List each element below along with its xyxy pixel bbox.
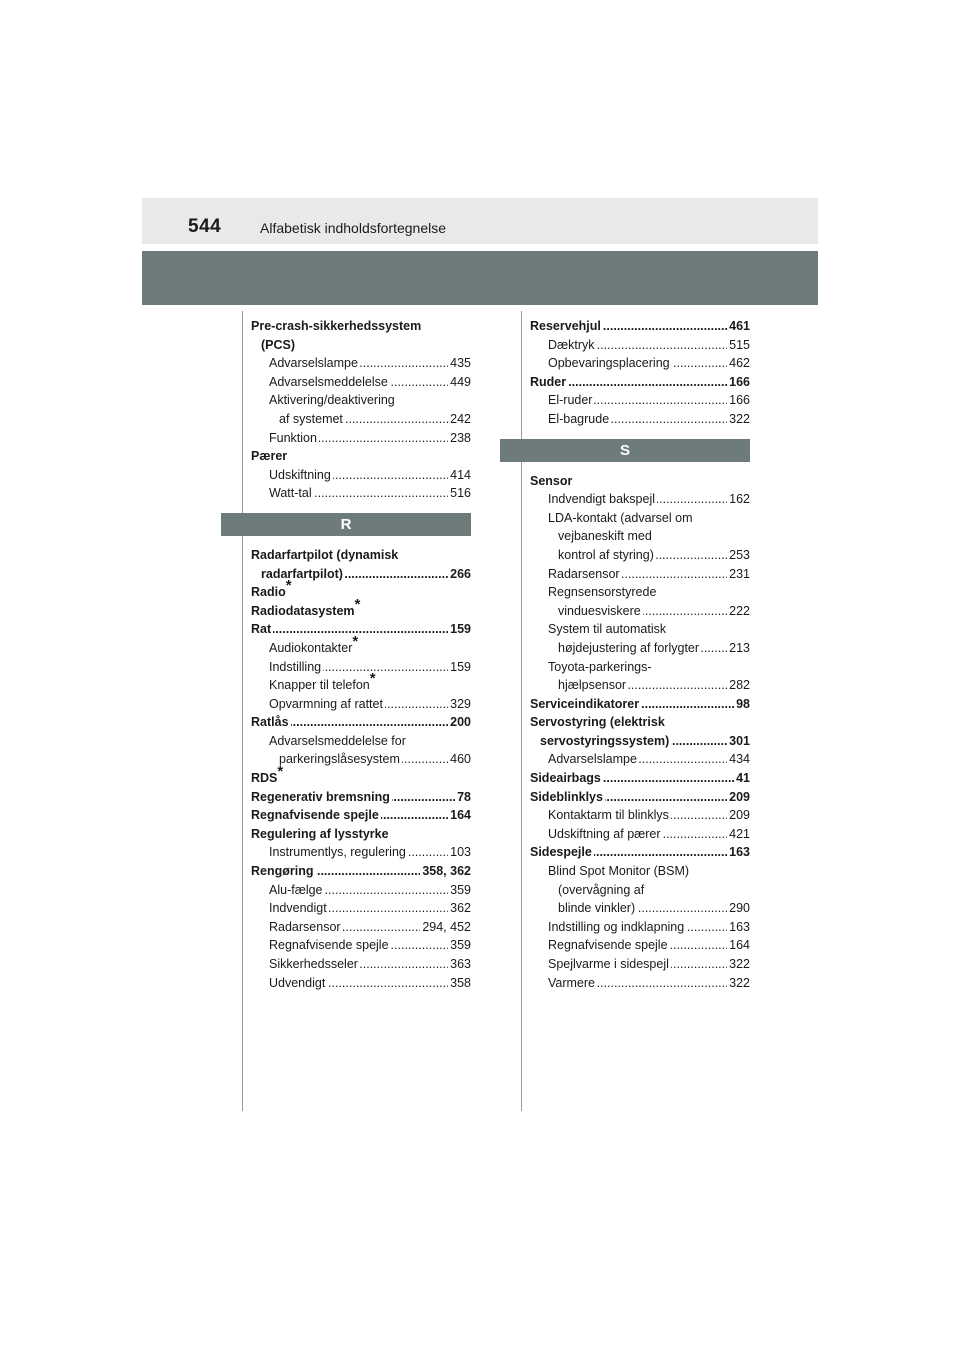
index-entry-page: 322 [727, 955, 750, 974]
index-entry-label: Dæktryk [548, 337, 595, 352]
index-entry [530, 639, 750, 658]
index-entry-label: Knapper til telefon* [269, 670, 376, 693]
index-entry-label: Audiokontakter* [269, 632, 359, 655]
index-entry [530, 565, 750, 584]
index-entry-label: LDA-kontakt (advarsel om [548, 510, 693, 525]
index-entry [251, 466, 471, 485]
index-entry-page: 78 [455, 788, 471, 807]
left-column-rule [242, 311, 243, 1111]
index-entry-page: 322 [727, 410, 750, 429]
index-entry-page: 103 [448, 843, 471, 862]
index-entry-page: 282 [727, 676, 750, 695]
section-letter-r: R [221, 513, 471, 536]
index-entry-label: Spejlvarme i sidespejl [548, 957, 669, 971]
index-entry-page: 363 [448, 955, 471, 974]
index-entry-label: Blind Spot Monitor (BSM) [548, 864, 690, 879]
index-entry-label: Udskiftning [269, 467, 331, 482]
index-entry [251, 670, 471, 695]
index-entry [530, 527, 750, 546]
index-entry [251, 825, 471, 844]
index-entry [530, 974, 750, 993]
left-r-entries [251, 546, 471, 992]
index-entry-label: Regnafvisende spejle [269, 938, 389, 953]
index-entry [530, 354, 750, 373]
index-entry-page: 515 [727, 336, 750, 355]
index-entry-page: 166 [727, 391, 750, 410]
index-entry [530, 658, 750, 677]
index-entry [251, 713, 471, 732]
index-entry [251, 577, 471, 602]
index-entry [251, 936, 471, 955]
index-entry-label: Indstilling og indklapning [548, 919, 685, 934]
index-entry-page: 162 [727, 490, 750, 509]
index-entry [251, 763, 471, 788]
index-entry [251, 354, 471, 373]
index-entry-page: 460 [448, 750, 471, 769]
index-entry-label: Indstilling [269, 659, 322, 674]
index-entry [530, 843, 750, 862]
index-entry [530, 373, 750, 392]
index-entry [530, 881, 750, 900]
index-entry-page: 222 [727, 602, 750, 621]
index-entry-label: Opbevaringsplacering [548, 356, 670, 371]
index-entry-page: 163 [727, 918, 750, 937]
index-entry-label: Rat [251, 622, 272, 637]
index-entry-label: Sidespejle [530, 845, 592, 860]
index-entry [251, 595, 471, 621]
right-r-entries [530, 317, 750, 429]
index-entry-page: 209 [727, 806, 750, 825]
index-entry [251, 732, 471, 751]
index-entry-label: Pærer [251, 449, 288, 464]
index-entry-page: 359 [448, 936, 471, 955]
index-entry-page: 163 [727, 843, 750, 862]
index-entry [530, 918, 750, 937]
index-entry-label: af systemet [279, 411, 343, 426]
index-entry-label: blinde vinkler) [558, 901, 636, 916]
index-entry-label: Varmere [548, 975, 596, 990]
index-entry [251, 974, 471, 993]
index-entry-label: (overvågning af [558, 882, 645, 897]
index-entry [251, 918, 471, 937]
index-entry [530, 732, 750, 751]
index-entry [251, 750, 471, 769]
index-entry-page: 329 [448, 695, 471, 714]
index-entry [251, 546, 471, 565]
index-entry-label: El-ruder [548, 393, 593, 408]
index-entry [251, 955, 471, 974]
index-entry-label: servostyringssystem) [540, 733, 670, 748]
index-entry-label: Udskiftning af pærer [548, 826, 661, 841]
index-entry [251, 565, 471, 584]
index-entry-label: Advarselslampe [269, 356, 358, 371]
index-entry-page: 449 [448, 373, 471, 392]
index-entry [251, 336, 471, 355]
index-entry-label: højdejustering af forlygter [558, 640, 700, 655]
header-band [142, 251, 818, 305]
asterisk-icon: * [369, 670, 376, 688]
index-entry-label: Radarfartpilot (dynamisk [251, 547, 399, 562]
index-entry [251, 317, 471, 336]
index-entry [530, 769, 750, 788]
index-entry-page: 434 [727, 750, 750, 769]
index-entry [530, 695, 750, 714]
index-entry-page: 242 [448, 410, 471, 429]
index-entry-label: Radarsensor [269, 919, 341, 934]
index-entry-label: Indvendigt bakspejl [548, 492, 656, 507]
index-entry-label: Sikkerhedsseler [269, 957, 358, 971]
index-entry-page: 414 [448, 466, 471, 485]
right-s-entries [530, 472, 750, 993]
index-entry-label: Indvendigt [269, 901, 327, 916]
index-entry-label: Udvendigt [269, 975, 326, 990]
index-entry-label: Regnsensorstyrede [548, 585, 657, 600]
index-entry-label: Sideblinklys [530, 789, 603, 804]
page-number: 544 [188, 216, 222, 237]
index-entry-label: kontrol af styring) [558, 547, 654, 562]
left-column [251, 317, 471, 992]
index-entry [530, 936, 750, 955]
index-entry [251, 843, 471, 862]
index-entry-page: 200 [448, 713, 471, 732]
index-entry [530, 391, 750, 410]
index-entry [251, 862, 471, 881]
index-entry [251, 695, 471, 714]
index-entry-label: Aktivering/deaktivering [269, 393, 395, 408]
index-entry-page: 301 [727, 732, 750, 751]
index-entry-label: Ruder [530, 374, 567, 389]
index-entry-page: 462 [727, 354, 750, 373]
index-entry-page: 516 [448, 484, 471, 503]
index-entry-label: RDS* [251, 763, 284, 786]
right-column-rule [521, 311, 522, 1111]
asterisk-icon: * [354, 595, 361, 613]
index-entry-page: 238 [448, 429, 471, 448]
index-entry [251, 447, 471, 466]
index-entry-page: 266 [448, 565, 471, 584]
index-entry [530, 620, 750, 639]
asterisk-icon: * [352, 632, 359, 650]
index-entry-page: 159 [448, 620, 471, 639]
index-entry-label: Regnafvisende spejle [251, 808, 379, 823]
index-entry-label: Servostyring (elektrisk [530, 715, 665, 730]
index-entry-label: Regulering af lysstyrke [251, 826, 389, 841]
index-entry [251, 788, 471, 807]
index-entry [530, 490, 750, 509]
index-entry-label: Opvarmning af rattet [269, 696, 383, 711]
index-entry-label: hjælpsensor [558, 678, 627, 693]
index-entry [251, 429, 471, 448]
index-entry-label: Serviceindikatorer [530, 696, 640, 711]
asterisk-icon: * [285, 577, 292, 595]
index-entry-label: vinduesviskere [558, 603, 641, 618]
index-entry-page: 290 [727, 899, 750, 918]
index-entry-page: 41 [734, 769, 750, 788]
index-entry [251, 632, 471, 658]
index-entry [530, 899, 750, 918]
index-entry [251, 658, 471, 677]
index-entry [251, 373, 471, 392]
index-entry-label: Advarselsmeddelelse for [269, 733, 406, 748]
index-entry-page: 209 [727, 788, 750, 807]
index-entry-label: El-bagrude [548, 411, 610, 426]
index-entry-page: 358, 362 [420, 862, 471, 881]
index-entry-label: Advarselslampe [548, 752, 637, 767]
index-entry-page: 231 [727, 565, 750, 584]
index-entry [251, 391, 471, 410]
right-column [530, 317, 750, 992]
index-entry-label: Radarsensor [548, 566, 620, 581]
index-entry-label: Funktion [269, 430, 317, 445]
index-entry [530, 336, 750, 355]
index-entry [530, 472, 750, 491]
left-p-entries [251, 317, 471, 503]
index-entry [530, 750, 750, 769]
index-entry [530, 676, 750, 695]
page-header [142, 198, 818, 244]
index-entry [530, 583, 750, 602]
index-entry-label: Rengøring [251, 864, 314, 879]
index-entry [251, 410, 471, 429]
index-entry-page: 164 [727, 936, 750, 955]
section-letter-s: S [500, 439, 750, 462]
index-entry-label: Ratlås [251, 715, 289, 730]
index-entry [530, 546, 750, 565]
index-entry [530, 788, 750, 807]
index-entry [251, 484, 471, 503]
index-entry-label: Advarselsmeddelelse [269, 374, 388, 389]
index-entry-page: 358 [448, 974, 471, 993]
index-entry [530, 825, 750, 844]
index-entry [530, 602, 750, 621]
index-entry-label: Sideairbags [530, 771, 601, 786]
index-entry-page: 435 [448, 354, 471, 373]
index-entry-label: System til automatisk [548, 622, 667, 637]
index-entry-page: 213 [727, 639, 750, 658]
index-entry-page: 253 [727, 546, 750, 565]
index-entry-page: 322 [727, 974, 750, 993]
index-entry [251, 620, 471, 639]
header-title: Alfabetisk indholdsfortegnelse [260, 220, 447, 236]
index-entry [530, 955, 750, 974]
index-entry-page: 164 [448, 806, 471, 825]
index-entry-label: Kontaktarm til blinklys [548, 808, 669, 823]
index-entry-page: 159 [448, 658, 471, 677]
index-entry-page: 294, 452 [420, 918, 471, 937]
index-entry-page: 461 [727, 317, 750, 336]
index-entry-label: Regnafvisende spejle [548, 938, 668, 953]
index-entry [530, 509, 750, 528]
index-entry-label: Radio* [251, 577, 292, 600]
index-entry-page: 98 [734, 695, 750, 714]
index-entry-label: Instrumentlys, regulering [269, 845, 406, 860]
index-entry-label: vejbaneskift med [558, 529, 652, 544]
index-entry [251, 881, 471, 900]
index-entry [251, 806, 471, 825]
index-entry-page: 421 [727, 825, 750, 844]
index-entry-label: Toyota-parkerings- [548, 659, 652, 674]
index-entry [251, 899, 471, 918]
index-entry-label: radarfartpilot) [261, 566, 343, 581]
index-entry-label: Alu-fælge [269, 882, 323, 897]
index-entry-page: 166 [727, 373, 750, 392]
index-entry [530, 317, 750, 336]
index-entry [530, 713, 750, 732]
index-entry-label: Pre-crash-sikkerhedssystem [251, 319, 422, 333]
index-entry [530, 806, 750, 825]
index-entry-label: parkeringslåsesystem [279, 752, 400, 767]
index-entry [530, 410, 750, 429]
index-entry-page: 362 [448, 899, 471, 918]
index-entry-label: Sensor [530, 473, 573, 488]
index-entry-label: Reservehjul [530, 319, 601, 333]
index-entry-label: Radiodatasystem* [251, 595, 361, 618]
index-entry-label: Regenerativ bremsning [251, 789, 390, 804]
asterisk-icon: * [277, 763, 284, 781]
index-entry-label: Watt-tal [269, 486, 312, 501]
index-entry-page: 359 [448, 881, 471, 900]
index-entry [530, 862, 750, 881]
index-entry-label: (PCS) [261, 337, 296, 352]
